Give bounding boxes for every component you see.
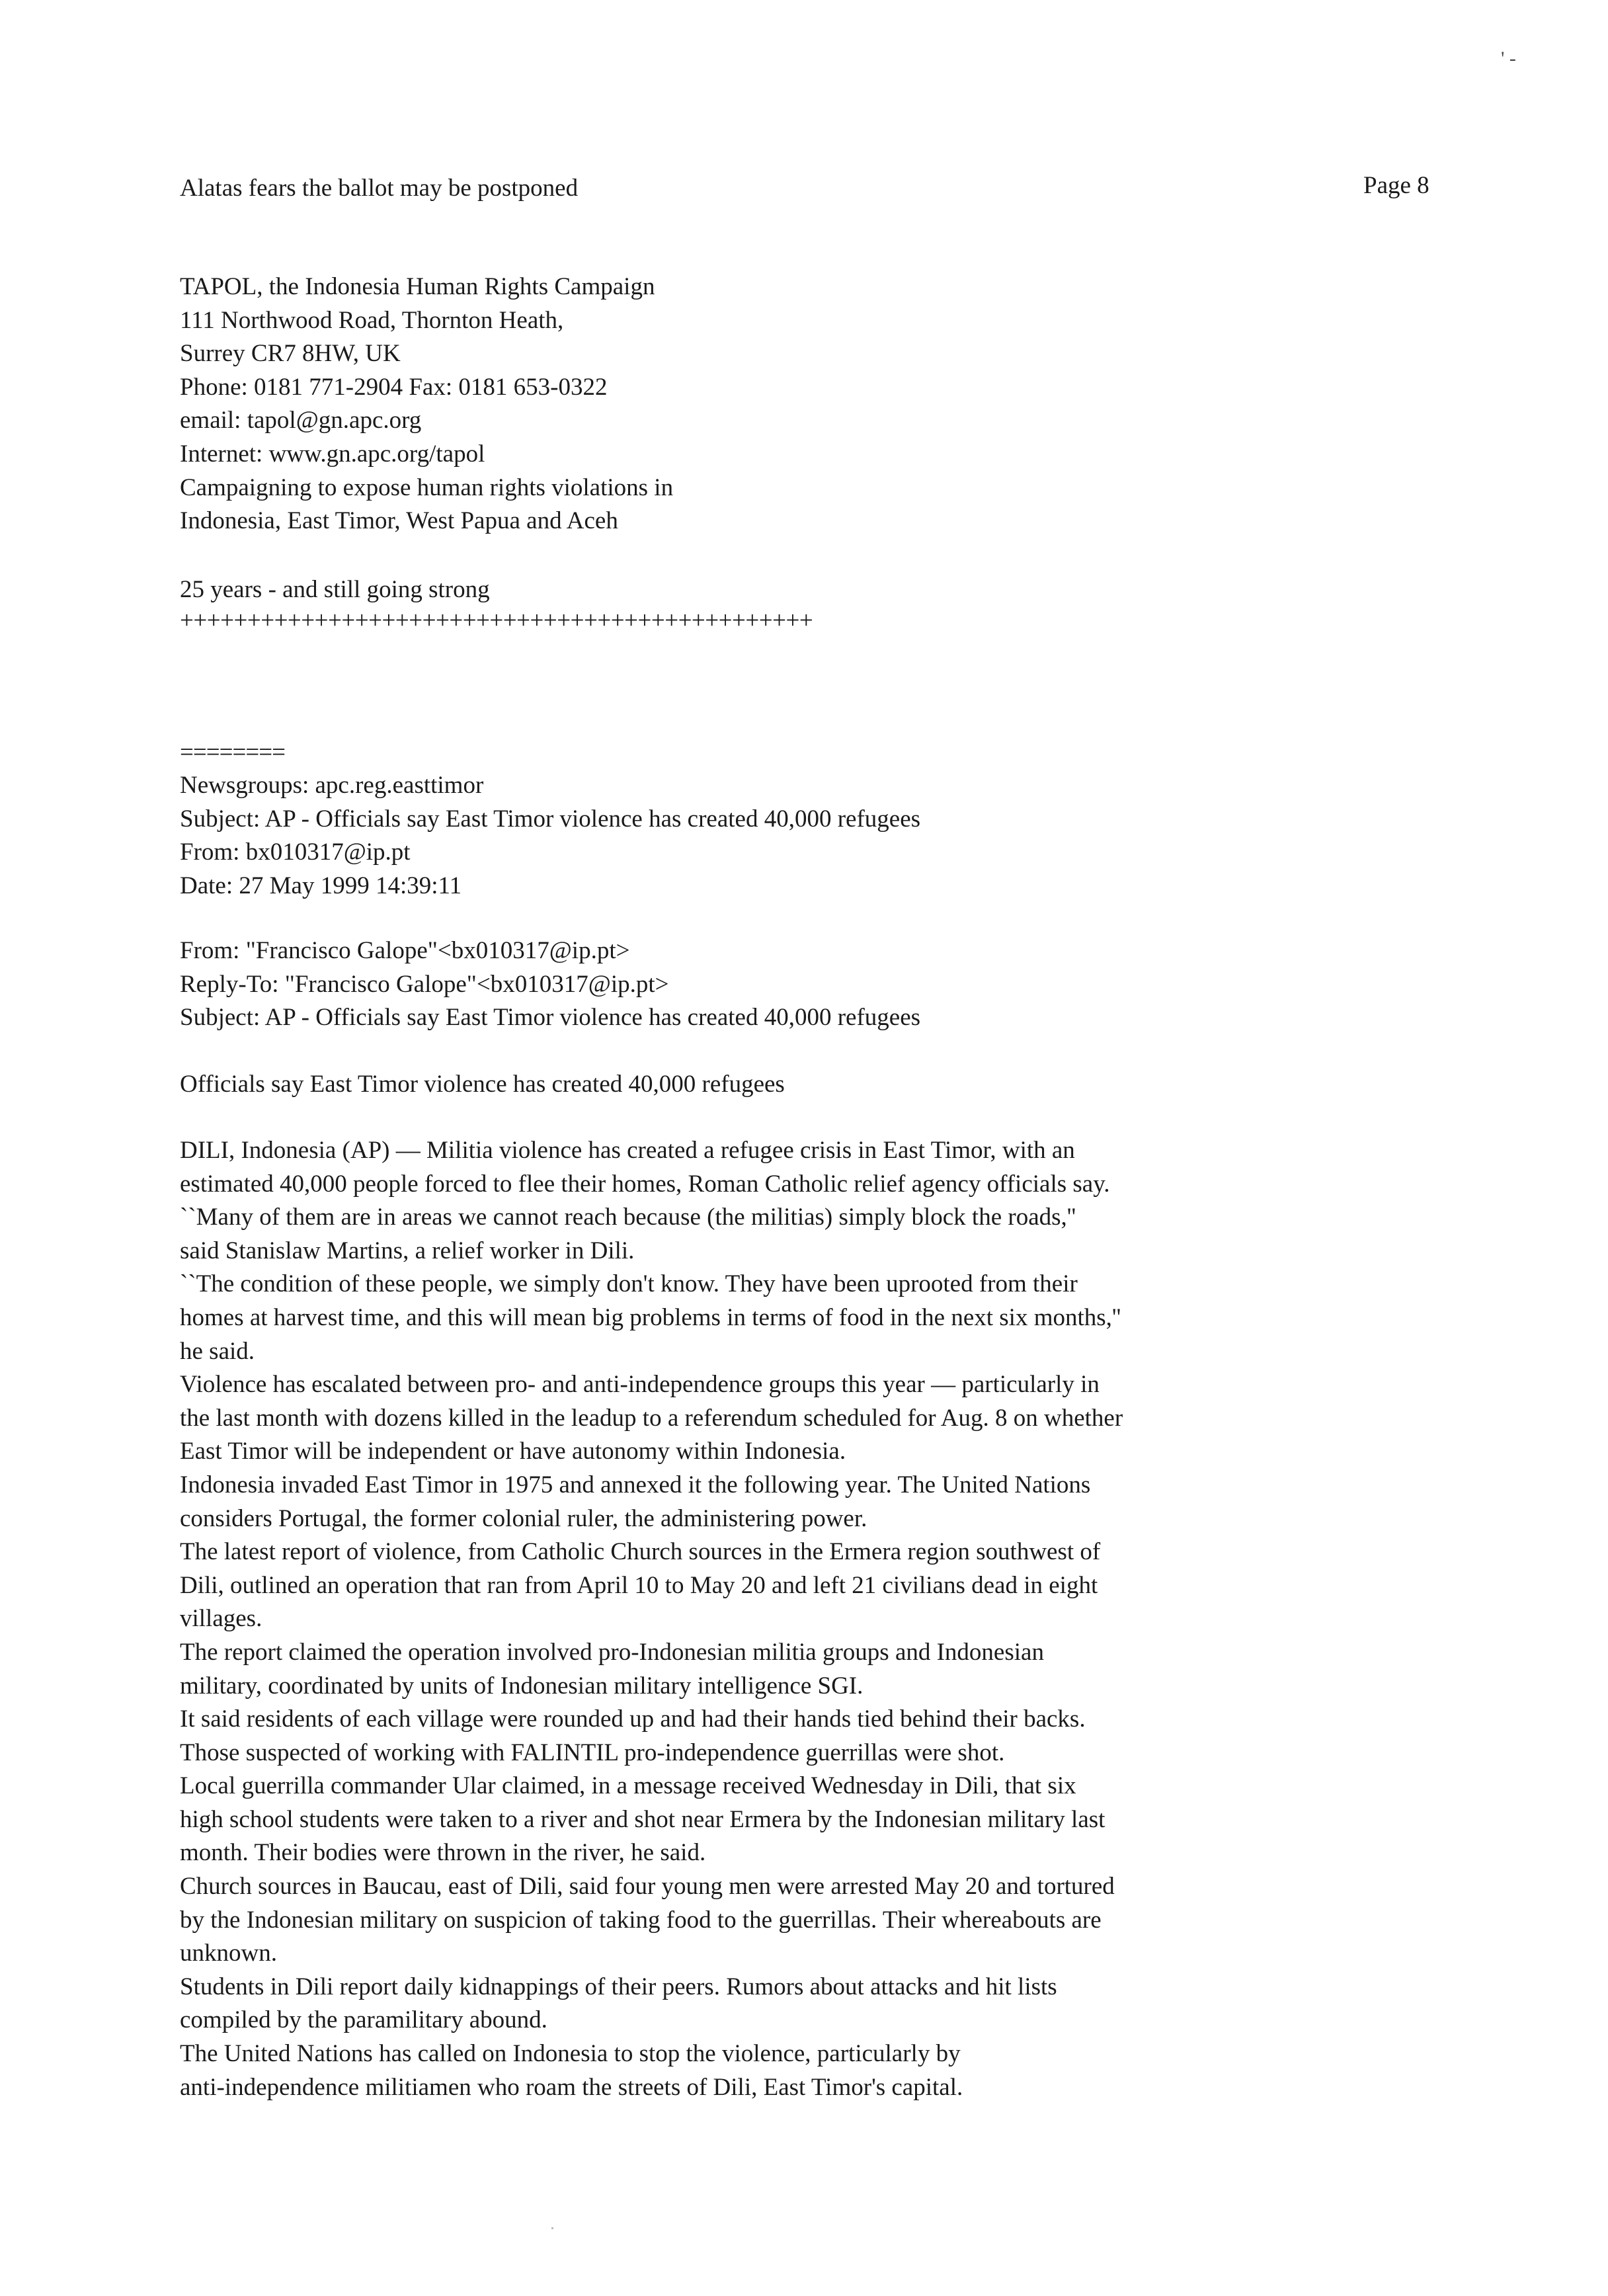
article-line: The latest report of violence, from Catholic Church sources in the Ermera region southwest of bbox=[180, 1538, 1101, 1566]
signature-line: 111 Northwood Road, Thornton Heath, bbox=[180, 306, 564, 334]
article-line: Those suspected of working with FALINTIL pro-independence guerrillas were shot. bbox=[180, 1739, 1005, 1766]
signature-block bbox=[180, 270, 1291, 538]
tagline: 25 years - and still going strong bbox=[180, 576, 490, 603]
article-line: considers Portugal, the former colonial ruler, the administering power. bbox=[180, 1504, 867, 1532]
header-line: Newsgroups: apc.reg.easttimor bbox=[180, 772, 484, 799]
article-title: Officials say East Timor violence has created 40,000 refugees bbox=[180, 1071, 785, 1098]
article-line: estimated 40,000 people forced to flee their homes, Roman Catholic relief agency officials say. bbox=[180, 1170, 1110, 1198]
article-line: high school students were taken to a river and shot near Ermera by the Indonesian military last bbox=[180, 1805, 1106, 1833]
message-headers bbox=[180, 934, 1291, 1035]
article-line: Indonesia invaded East Timor in 1975 and annexed it the following year. The United Nations bbox=[180, 1471, 1091, 1498]
header-line: Subject: AP - Officials say East Timor violence has created 40,000 refugees bbox=[180, 805, 921, 833]
corner-marks: ' - bbox=[1501, 48, 1516, 69]
signature-line: email: tapol@gn.apc.org bbox=[180, 407, 422, 434]
header-line: Date: 27 May 1999 14:39:11 bbox=[180, 872, 462, 899]
article-line: The United Nations has called on Indonesia to stop the violence, particularly by bbox=[180, 2040, 961, 2068]
equals-separator: ======== bbox=[180, 739, 285, 766]
message-header-line: Subject: AP - Officials say East Timor violence has created 40,000 refugees bbox=[180, 1004, 921, 1032]
article-line: villages. bbox=[180, 1605, 262, 1633]
article-line: Students in Dili report daily kidnappings of their peers. Rumors about attacks and hit lists bbox=[180, 1973, 1057, 2000]
newsgroup-headers bbox=[180, 769, 1291, 903]
article-line: Church sources in Baucau, east of Dili, said four young men were arrested May 20 and tortured bbox=[180, 1873, 1115, 1901]
article-line: Violence has escalated between pro- and anti-independence groups this year — particularly in bbox=[180, 1371, 1100, 1399]
article-line: the last month with dozens killed in the leadup to a referendum scheduled for Aug. 8 on whether bbox=[180, 1404, 1123, 1432]
article-line: Dili, outlined an operation that ran from April 10 to May 20 and left 21 civilians dead in eight bbox=[180, 1571, 1098, 1599]
article-body bbox=[180, 1134, 1291, 2104]
article-line: compiled by the paramilitary abound. bbox=[180, 2006, 547, 2034]
article-line: unknown. bbox=[180, 1940, 277, 1967]
message-header-line: Reply-To: "Francisco Galope"<bx010317@ip.pt> bbox=[180, 970, 669, 998]
article-line: ``The condition of these people, we simply don't know. They have been uprooted from their bbox=[180, 1270, 1078, 1298]
article-line: DILI, Indonesia (AP) — Militia violence has created a refugee crisis in East Timor, with an bbox=[180, 1137, 1075, 1164]
message-header-line: From: "Francisco Galope"<bx010317@ip.pt> bbox=[180, 937, 630, 964]
article-line: month. Their bodies were thrown in the river, he said. bbox=[180, 1839, 706, 1867]
signature-line: Campaigning to expose human rights violations in bbox=[180, 473, 674, 501]
signature-line: Indonesia, East Timor, West Papua and Aceh bbox=[180, 507, 618, 535]
signature-line: Surrey CR7 8HW, UK bbox=[180, 340, 401, 368]
article-line: It said residents of each village were rounded up and had their hands tied behind their backs. bbox=[180, 1705, 1086, 1733]
signature-line: Internet: www.gn.apc.org/tapol bbox=[180, 440, 485, 468]
page-number: Page 8 bbox=[1363, 172, 1429, 199]
article-line: Local guerrilla commander Ular claimed, in a message received Wednesday in Dili, that six bbox=[180, 1772, 1076, 1800]
article-line: The report claimed the operation involved pro-Indonesian militia groups and Indonesian bbox=[180, 1638, 1044, 1666]
plus-rule-divider: +++++++++++++++++++++++++++++++++++++++++++++++ bbox=[180, 607, 813, 634]
article-line: he said. bbox=[180, 1337, 255, 1365]
article-line: ``Many of them are in areas we cannot reach because (the militias) simply block the roads,'' bbox=[180, 1204, 1076, 1231]
article-line: said Stanislaw Martins, a relief worker in Dili. bbox=[180, 1237, 635, 1264]
signature-line: TAPOL, the Indonesia Human Rights Campaign bbox=[180, 273, 655, 300]
article-line: anti-independence militiamen who roam the streets of Dili, East Timor's capital. bbox=[180, 2073, 963, 2101]
signature-line: Phone: 0181 771-2904 Fax: 0181 653-0322 bbox=[180, 373, 608, 401]
article-line: homes at harvest time, and this will mean big problems in terms of food in the next six months,'' bbox=[180, 1303, 1121, 1331]
article-line: by the Indonesian military on suspicion of taking food to the guerrillas. Their whereabouts are bbox=[180, 1906, 1102, 1934]
header-line: From: bx010317@ip.pt bbox=[180, 839, 411, 866]
article-line: East Timor will be independent or have autonomy within Indonesia. bbox=[180, 1438, 846, 1465]
article-line: military, coordinated by units of Indonesian military intelligence SGI. bbox=[180, 1672, 864, 1700]
document-title: Alatas fears the ballot may be postponed bbox=[180, 175, 579, 202]
scan-speck bbox=[551, 2227, 553, 2229]
